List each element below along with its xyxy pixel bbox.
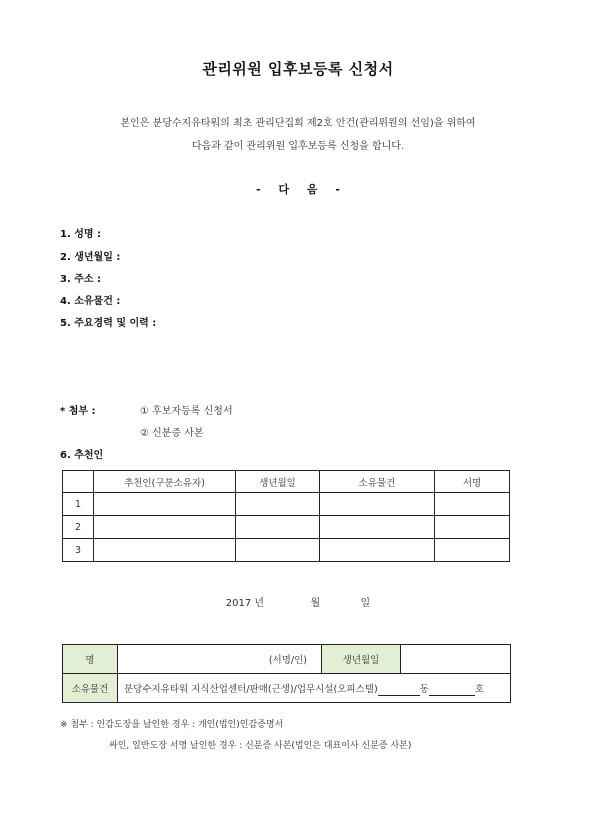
header-birthdate: 생년월일	[236, 471, 320, 493]
table-header-row	[63, 471, 510, 493]
recommender-table	[62, 470, 510, 562]
signature-cell[interactable]	[435, 539, 510, 562]
attachment-item-2: ② 신분증 사본	[140, 428, 204, 439]
field-birthdate: 2. 생년월일 :	[60, 252, 121, 263]
intro-line-2: 다음과 같이 관리위원 입후보등록 신청을 합니다.	[191, 141, 405, 152]
name-label: 명	[63, 645, 118, 674]
birthdate-cell[interactable]	[236, 493, 320, 516]
applicant-property-row	[63, 674, 511, 703]
date-line	[0, 594, 596, 609]
birthdate-cell[interactable]	[236, 539, 320, 562]
section-heading: - 다 음 -	[256, 183, 340, 196]
header-signature: 서명	[435, 471, 510, 493]
recommender-cell[interactable]	[94, 539, 236, 562]
row-number: 1	[63, 493, 94, 516]
applicant-table	[62, 644, 511, 703]
property-label: 소유물건	[63, 674, 118, 703]
table-row	[63, 516, 510, 539]
name-sign-cell[interactable]	[118, 645, 322, 674]
attachment-label: * 첨부 :	[60, 406, 96, 417]
dong-label: 동	[419, 683, 429, 695]
sign-hint: (서명/인)	[268, 655, 307, 666]
property-cell[interactable]	[320, 516, 435, 539]
birthdate-label: 생년월일	[322, 645, 401, 674]
date-year: 2017 년	[225, 598, 265, 609]
applicant-name-row	[63, 645, 511, 674]
date-day: 일	[360, 598, 371, 609]
header-recommender: 추천인(구분소유자)	[94, 471, 236, 493]
recommender-cell[interactable]	[94, 493, 236, 516]
field-name: 1. 성명 :	[60, 229, 102, 240]
signature-cell[interactable]	[435, 516, 510, 539]
row-number: 3	[63, 539, 94, 562]
property-cell[interactable]	[320, 539, 435, 562]
ho-blank[interactable]	[429, 684, 475, 696]
date-month: 월	[310, 598, 321, 609]
document-title: 관리위원 입후보등록 신청서	[202, 60, 394, 78]
footnote-line-2: 싸인, 일반도장 서명 날인한 경우 : 신분증 사본(법인은 대표이사 신분증 사본)	[109, 741, 412, 751]
field-career: 5. 주요경력 및 이력 :	[60, 318, 157, 329]
attachment-item-1: ① 후보자등록 신청서	[140, 406, 233, 417]
birthdate-cell[interactable]	[236, 516, 320, 539]
header-number	[63, 471, 94, 493]
birthdate-value-cell[interactable]	[401, 645, 511, 674]
dong-blank[interactable]	[378, 684, 420, 696]
field-property: 4. 소유물건 :	[60, 296, 121, 307]
property-value-cell[interactable]	[118, 674, 511, 703]
header-property: 소유물건	[320, 471, 435, 493]
table-row	[63, 539, 510, 562]
property-cell[interactable]	[320, 493, 435, 516]
recommender-cell[interactable]	[94, 516, 236, 539]
row-number: 2	[63, 516, 94, 539]
field-address: 3. 주소 :	[60, 274, 102, 285]
intro-line-1: 본인은 분당수지유타워의 최초 관리단집회 제2호 안건(관리위원의 선임)을 위하여	[120, 118, 476, 129]
property-text: 분당수지유타워 지식산업센터/판매(근생)/업무시설(오피스텔)	[124, 683, 378, 695]
footnote-line-1: ※ 첨부 : 인감도장을 날인한 경우 : 개인(법인)인감증명서	[60, 720, 284, 730]
ho-label: 호	[474, 683, 485, 695]
signature-cell[interactable]	[435, 493, 510, 516]
recommender-section-title: 6. 추천인	[60, 450, 104, 461]
table-row	[63, 493, 510, 516]
